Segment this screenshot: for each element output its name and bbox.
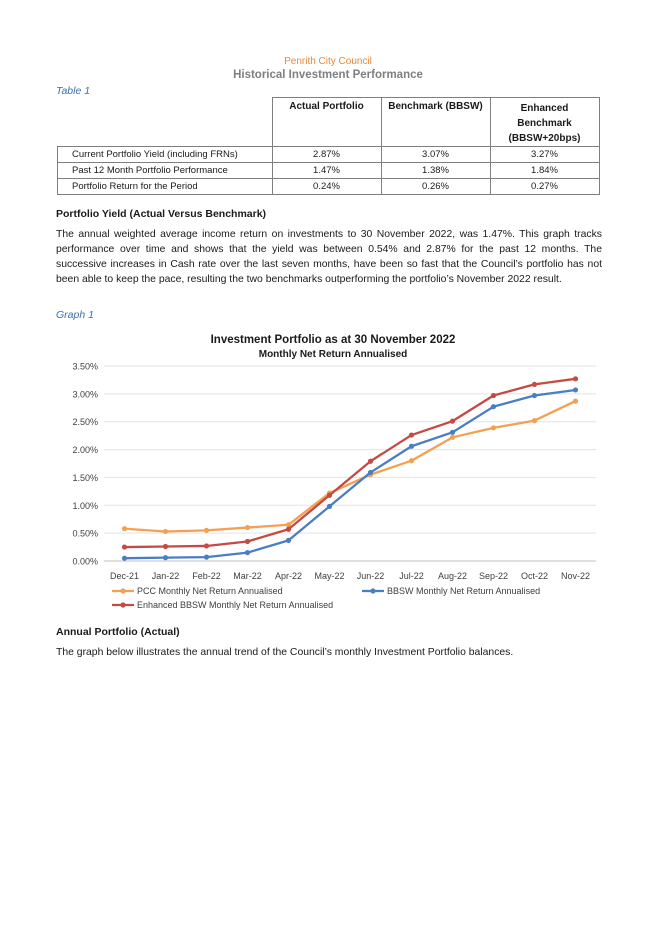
row-label: Past 12 Month Portfolio Performance: [58, 163, 273, 179]
data-point: [327, 493, 332, 498]
data-point: [245, 539, 250, 544]
data-point: [491, 425, 496, 430]
table-row: [58, 179, 600, 195]
x-tick-label: Dec-21: [109, 571, 140, 581]
x-tick-label: May-22: [314, 571, 345, 581]
x-tick-label: Feb-22: [192, 571, 221, 581]
data-point: [122, 556, 127, 561]
table-cell: 1.47%: [272, 163, 381, 179]
data-point: [368, 459, 373, 464]
y-tick-label: 2.50%: [72, 417, 98, 428]
y-tick-label: 3.00%: [72, 389, 98, 400]
y-tick-label: 3.50%: [72, 361, 98, 372]
data-point: [163, 529, 168, 534]
x-tick-label: Jan-22: [151, 571, 180, 581]
legend-marker: [120, 602, 125, 607]
table-cell: 3.27%: [490, 147, 599, 163]
data-point: [450, 419, 455, 424]
data-point: [163, 544, 168, 549]
investment-line-chart: [56, 326, 602, 618]
yield-section-heading: Portfolio Yield (Actual Versus Benchmark): [56, 208, 267, 220]
row-label: Current Portfolio Yield (including FRNs): [58, 147, 273, 163]
x-tick-label: Aug-22: [437, 571, 468, 581]
data-point: [245, 525, 250, 530]
data-point: [573, 387, 578, 392]
column-header: Enhanced Benchmark (BBSW+20bps): [490, 98, 599, 147]
data-point: [409, 432, 414, 437]
series-line: [125, 401, 576, 531]
data-point: [327, 504, 332, 509]
data-point: [532, 418, 537, 423]
table-row: [58, 147, 600, 163]
legend-marker: [120, 588, 125, 593]
series-line: [125, 379, 576, 547]
y-tick-label: 1.00%: [72, 500, 98, 511]
column-header: Benchmark (BBSW): [381, 98, 490, 147]
row-label: Portfolio Return for the Period: [58, 179, 273, 195]
x-tick-label: Oct-22: [520, 571, 549, 581]
x-tick-label: Mar-22: [233, 571, 262, 581]
data-point: [286, 538, 291, 543]
x-tick-label: Sep-22: [478, 571, 509, 581]
data-point: [204, 555, 209, 560]
table-cell: 1.84%: [490, 163, 599, 179]
table-cell: 0.27%: [490, 179, 599, 195]
annual-section-heading: Annual Portfolio (Actual): [56, 626, 180, 638]
x-tick-label: Jul-22: [399, 571, 424, 581]
chart-title: Investment Portfolio as at 30 November 2022: [210, 334, 456, 346]
table-row: [58, 163, 600, 179]
y-tick-label: 2.00%: [72, 445, 98, 456]
x-tick-label: Apr-22: [274, 571, 303, 581]
data-point: [491, 393, 496, 398]
x-tick-label: Nov-22: [560, 571, 591, 581]
data-point: [204, 528, 209, 533]
y-tick-label: 1.50%: [72, 472, 98, 483]
data-point: [573, 399, 578, 404]
table-cell: 3.07%: [381, 147, 490, 163]
data-point: [204, 543, 209, 548]
y-tick-label: 0.50%: [72, 528, 98, 539]
data-point: [409, 444, 414, 449]
table-cell: 2.87%: [272, 147, 381, 163]
performance-table: [57, 97, 600, 195]
table-cell: 1.38%: [381, 163, 490, 179]
yield-paragraph: The annual weighted average income return on investments to 30 November 2022, was 1.47%. This graph tracks performance over time and shows that the yield was between 0.54% and 2.87% for the past 12 months. The successive increases in Cash rate over the last seven months, have been so fast that the Council’s portfolio has not been able to keep the pace, resulting the two benchmarks outperforming the portfolio’s November 2022 result.: [56, 229, 602, 285]
table-blank-header: [58, 98, 273, 147]
table-caption: Table 1: [56, 85, 91, 97]
y-tick-label: 0.00%: [72, 556, 98, 567]
data-point: [450, 430, 455, 435]
data-point: [532, 393, 537, 398]
data-point: [573, 376, 578, 381]
x-tick-label: Jun-22: [356, 571, 385, 581]
legend-label: BBSW Monthly Net Return Annualised: [387, 586, 541, 596]
chart-subtitle: Monthly Net Return Annualised: [258, 349, 408, 360]
legend-label: PCC Monthly Net Return Annualised: [137, 586, 283, 596]
data-point: [122, 544, 127, 549]
legend-item: [362, 586, 540, 596]
data-point: [491, 404, 496, 409]
data-point: [532, 382, 537, 387]
data-point: [409, 458, 414, 463]
table-header-row: [58, 98, 600, 147]
table-cell: 0.26%: [381, 179, 490, 195]
document-title: Historical Investment Performance: [233, 69, 423, 81]
legend-marker: [370, 588, 375, 593]
data-point: [368, 470, 373, 475]
legend-label: Enhanced BBSW Monthly Net Return Annualised: [137, 600, 334, 610]
data-point: [245, 550, 250, 555]
organisation-name: Penrith City Council: [284, 56, 372, 67]
data-point: [163, 555, 168, 560]
annual-paragraph: The graph below illustrates the annual trend of the Council’s monthly Investment Portfolio balances.: [56, 647, 514, 658]
column-header: Actual Portfolio: [272, 98, 381, 147]
table-cell: 0.24%: [272, 179, 381, 195]
legend-item: [112, 586, 283, 596]
data-point: [122, 526, 127, 531]
graph-caption: Graph 1: [56, 309, 94, 321]
legend-item: [112, 600, 333, 610]
data-point: [286, 527, 291, 532]
data-point: [450, 435, 455, 440]
